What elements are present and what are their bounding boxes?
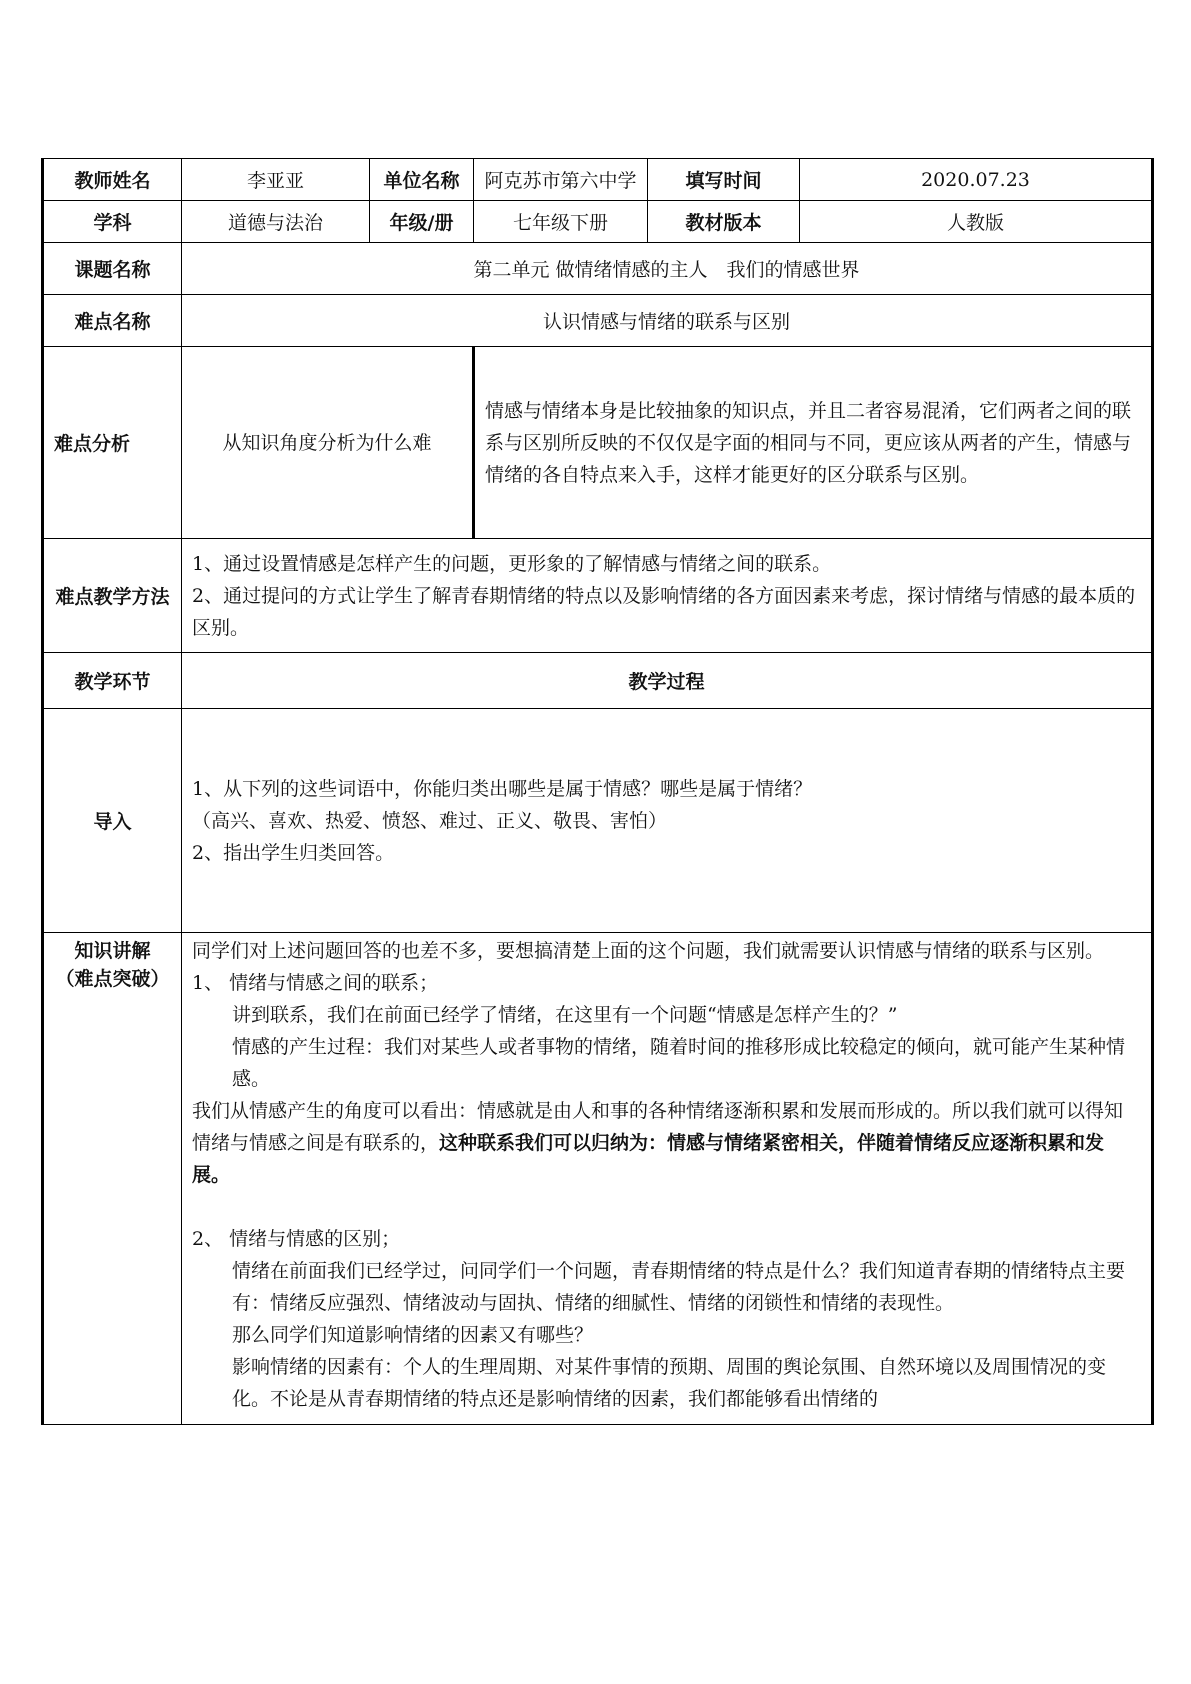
grade-label: 年级/册 xyxy=(370,201,474,243)
knowledge-row xyxy=(43,933,1153,1425)
knowledge-label xyxy=(43,933,182,1425)
intro-line-3: 2、指出学生归类回答。 xyxy=(192,841,395,864)
method-line-1: 1、通过设置情感是怎样产生的问题，更形象的了解情感与情绪之间的联系。 xyxy=(192,552,832,575)
subject-label: 学科 xyxy=(43,201,182,243)
date-label: 填写时间 xyxy=(648,159,800,201)
unit-label: 单位名称 xyxy=(370,159,474,201)
difficulty-row xyxy=(43,295,1153,347)
stage-label: 教学环节 xyxy=(43,653,182,709)
process-header-row xyxy=(43,653,1153,709)
teacher-value: 李亚亚 xyxy=(182,159,370,201)
topic-value: 第二单元 做情绪情感的主人 我们的情感世界 xyxy=(182,243,1153,295)
analysis-paragraph: 情感与情绪本身是比较抽象的知识点，并且二者容易混淆，它们两者之间的联系与区别所反映的不仅仅是字面的相同与不同，更应该从两者的产生，情感与情绪的各自特点来入手，这样才能更好的区分联系与区别。 xyxy=(485,399,1132,486)
topic-label: 课题名称 xyxy=(43,243,182,295)
date-value: 2020.07.23 xyxy=(800,159,1153,201)
intro-row xyxy=(43,709,1153,933)
lesson-plan-table xyxy=(41,158,1154,1425)
intro-label: 导入 xyxy=(43,709,182,933)
grade-value: 七年级下册 xyxy=(474,201,648,243)
knowledge-p2: 1、 情绪与情感之间的联系； xyxy=(192,972,439,994)
knowledge-p5 xyxy=(192,1095,1141,1191)
knowledge-text xyxy=(182,933,1153,1425)
knowledge-spacer xyxy=(192,1191,1141,1223)
header-row-1 xyxy=(43,159,1153,201)
header-row-2 xyxy=(43,201,1153,243)
analysis-text xyxy=(474,347,1153,539)
method-text xyxy=(182,539,1153,653)
knowledge-p1: 同学们对上述问题回答的也差不多，要想搞清楚上面的这个问题，我们就需要认识情感与情绪的联系与区别。 xyxy=(192,940,1105,962)
unit-value: 阿克苏市第六中学 xyxy=(474,159,648,201)
method-row xyxy=(43,539,1153,653)
intro-line-1: 1、从下列的这些词语中，你能归类出哪些是属于情感？哪些是属于情绪？ xyxy=(192,777,813,800)
analysis-row xyxy=(43,347,1153,539)
process-label: 教学过程 xyxy=(182,653,1153,709)
method-line-2: 2、通过提问的方式让学生了解青春期情绪的特点以及影响情绪的各方面因素来考虑，探讨情绪与情感的最本质的区别。 xyxy=(192,584,1136,639)
knowledge-p5-bold: 这种联系我们可以归纳为：情感与情绪紧密相关，伴随着情绪反应逐渐积累和发展。 xyxy=(192,1132,1105,1186)
knowledge-p7: 情绪在前面我们已经学过，问同学们一个问题，青春期情绪的特点是什么？我们知道青春期的情绪特点主要有：情绪反应强烈、情绪波动与固执、情绪的细腻性、情绪的闭锁性和情绪的表现性。 xyxy=(232,1260,1126,1314)
knowledge-p9: 影响情绪的因素有：个人的生理周期、对某件事情的预期、周围的舆论氛围、自然环境以及周围情况的变化。不论是从青春期情绪的特点还是影响情绪的因素，我们都能够看出情绪的 xyxy=(232,1356,1107,1410)
edition-label: 教材版本 xyxy=(648,201,800,243)
knowledge-p5-normal: 我们从情感产生的角度可以看出：情感就是由人和事的各种情绪逐渐积累和发展而形成的。所以我们就可以得知情绪与情感之间是有联系的， xyxy=(192,1100,1124,1154)
difficulty-label: 难点名称 xyxy=(43,295,182,347)
method-label: 难点教学方法 xyxy=(43,539,182,653)
edition-value: 人教版 xyxy=(800,201,1153,243)
analysis-sub-label-text: 从知识角度分析为什么难 xyxy=(222,431,432,454)
difficulty-value: 认识情感与情绪的联系与区别 xyxy=(182,295,1153,347)
topic-row xyxy=(43,243,1153,295)
knowledge-label-line-2: （难点突破） xyxy=(55,968,170,990)
subject-value: 道德与法治 xyxy=(182,201,370,243)
knowledge-p6: 2、 情绪与情感的区别； xyxy=(192,1228,401,1250)
knowledge-p4: 情感的产生过程：我们对某些人或者事物的情绪，随着时间的推移形成比较稳定的倾向，就可能产生某种情感。 xyxy=(232,1036,1126,1090)
lesson-plan-page xyxy=(41,158,1151,1425)
analysis-label: 难点分析 xyxy=(43,347,182,539)
intro-line-2: （高兴、喜欢、热爱、愤怒、难过、正义、敬畏、害怕） xyxy=(192,809,668,832)
knowledge-label-line-1: 知识讲解 xyxy=(74,940,151,962)
knowledge-p8: 那么同学们知道影响情绪的因素又有哪些？ xyxy=(232,1324,594,1346)
intro-text xyxy=(182,709,1153,933)
teacher-label: 教师姓名 xyxy=(43,159,182,201)
knowledge-p3: 讲到联系，我们在前面已经学了情绪，在这里有一个问题“情感是怎样产生的？” xyxy=(232,1004,898,1026)
analysis-sub-label xyxy=(182,347,474,539)
